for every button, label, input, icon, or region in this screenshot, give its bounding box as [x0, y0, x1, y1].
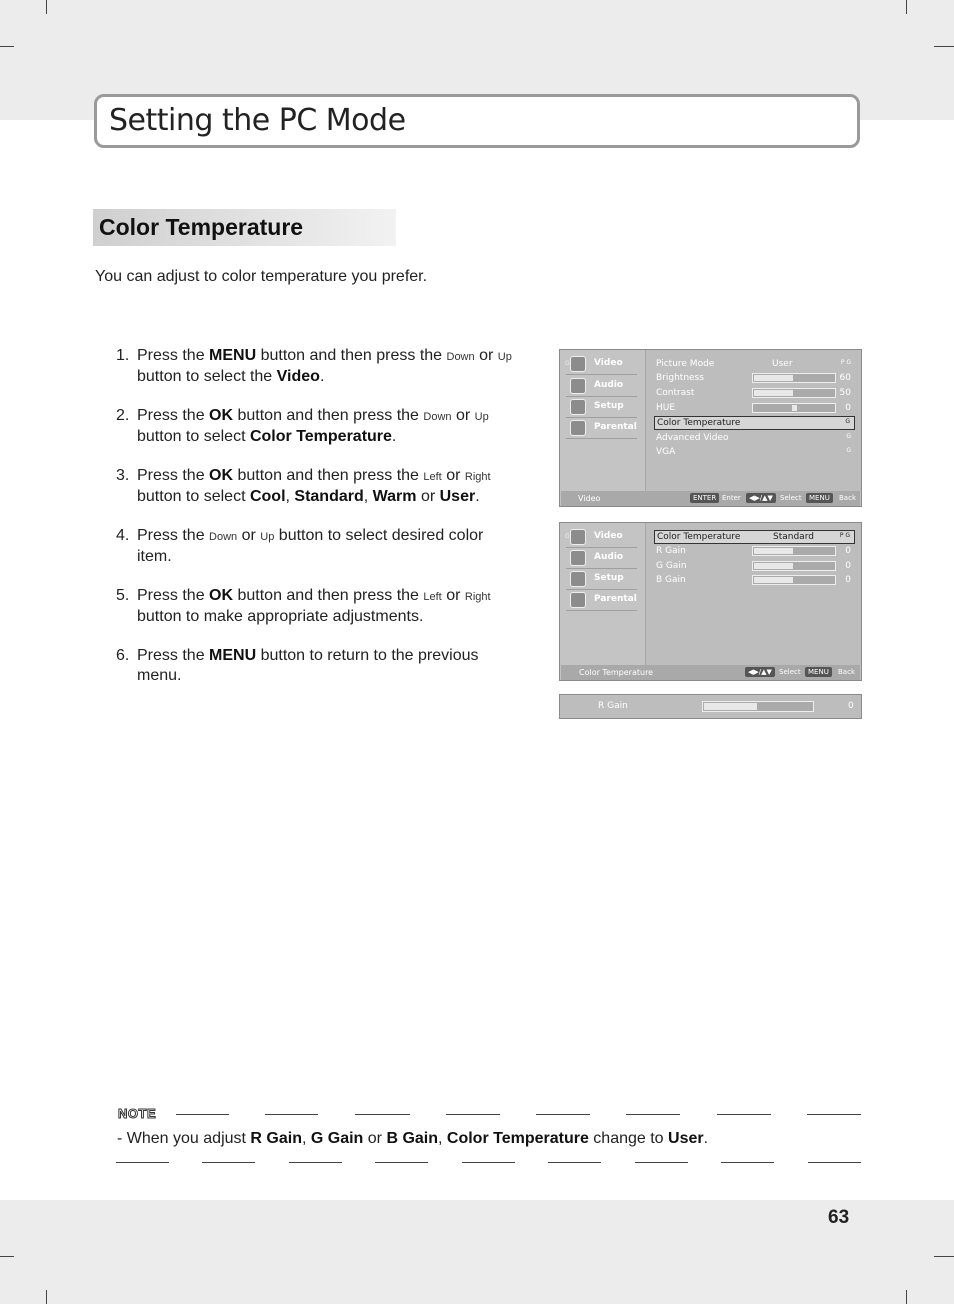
step-6: 6. Press the MENU button to return to the previous menu.	[116, 647, 479, 684]
note-rule	[717, 1114, 771, 1115]
osd-footer: Color Temperature ◀▶/▲▼ Select MENU Back	[561, 665, 860, 680]
osd-color-temperature-menu	[559, 522, 862, 681]
step-2: 2. Press the OK button and then press the Down or Up button to select Color Temperature.	[116, 407, 489, 445]
setup-icon	[570, 571, 586, 587]
section-heading-box	[93, 209, 396, 246]
setting-r-gain[interactable]: R Gain 0	[656, 546, 851, 556]
up-key-label: Up	[497, 351, 512, 363]
b-gain-slider[interactable]	[752, 575, 836, 585]
setting-b-gain[interactable]: B Gain 0	[656, 575, 851, 585]
down-key-label: Down	[209, 531, 238, 543]
r-gain-slider[interactable]	[702, 701, 814, 712]
note-text: - When you adjust R Gain, G Gain or B Gain, Color Temperature change to User.	[117, 1130, 709, 1147]
menu-item-audio[interactable]: Audio	[566, 377, 637, 397]
setting-g-gain[interactable]: G Gain 0	[656, 561, 851, 571]
parental-icon	[570, 592, 586, 608]
down-key-label: Down	[423, 411, 452, 423]
menu-item-setup[interactable]: Setup	[566, 398, 637, 418]
setting-brightness[interactable]: Brightness 60	[656, 373, 851, 383]
setting-contrast[interactable]: Contrast 50	[656, 388, 851, 398]
arrow-keys-icon: ◀▶/▲▼	[745, 667, 775, 677]
crop-mark	[0, 1256, 14, 1257]
note-rule	[375, 1162, 428, 1163]
setting-advanced-video[interactable]: Advanced Video G	[656, 433, 851, 443]
menu-key: MENU	[805, 667, 832, 677]
menu-key: MENU	[806, 493, 833, 503]
note-rule	[808, 1162, 861, 1163]
setting-picture-mode[interactable]: Picture Mode User P G	[656, 359, 851, 369]
menu-item-video[interactable]: Video	[566, 355, 637, 375]
contrast-slider[interactable]	[752, 388, 836, 398]
hue-slider[interactable]	[752, 403, 836, 413]
left-key-label: Left	[423, 591, 442, 603]
video-icon	[570, 529, 586, 545]
crop-mark	[934, 1256, 954, 1257]
bottom-band	[0, 1200, 954, 1304]
osd-side-menu: G Video Audio Setup Parental	[560, 350, 646, 491]
note-rule	[176, 1114, 229, 1115]
video-icon	[570, 356, 586, 372]
enter-key: ENTER	[690, 493, 719, 503]
r-gain-slider[interactable]	[752, 546, 836, 556]
steps-list	[116, 346, 516, 705]
note-rule	[116, 1162, 169, 1163]
up-key-label: Up	[260, 531, 275, 543]
crop-mark	[46, 1290, 47, 1304]
page-title-box	[94, 94, 860, 148]
down-key-label: Down	[446, 351, 475, 363]
parental-icon	[570, 420, 586, 436]
page-number: 63	[828, 1207, 850, 1228]
page-title: Setting the PC Mode	[109, 103, 406, 138]
step-3: 3. Press the OK button and then press the Left or Right button to select Cool, Standard, Warm or User.	[116, 467, 491, 505]
menu-item-parental[interactable]: Parental	[566, 419, 637, 439]
menu-item-setup[interactable]: Setup	[566, 570, 637, 590]
step-1: 1. Press the MENU button and then press the Down or Up button to select the Video.	[116, 347, 512, 385]
menu-item-video[interactable]: Video	[566, 528, 637, 548]
right-key-label: Right	[464, 591, 491, 603]
note-label: NOTE	[118, 1106, 157, 1121]
osd-r-gain-adjust	[559, 694, 862, 719]
crop-mark	[46, 0, 47, 14]
r-gain-value: 0	[848, 701, 854, 711]
crop-mark	[906, 1290, 907, 1304]
note-rule	[721, 1162, 774, 1163]
osd-settings-panel	[646, 523, 861, 665]
setting-hue[interactable]: HUE 0	[656, 403, 851, 413]
brightness-slider[interactable]	[752, 373, 836, 383]
osd-video-menu	[559, 349, 862, 507]
setting-color-temperature[interactable]: Color Temperature G	[654, 416, 855, 430]
note-rule	[265, 1114, 318, 1115]
note-rule	[807, 1114, 861, 1115]
osd-footer: Video ENTER Enter ◀▶/▲▼ Select MENU Back	[561, 491, 860, 506]
menu-item-parental[interactable]: Parental	[566, 591, 637, 611]
menu-item-audio[interactable]: Audio	[566, 549, 637, 569]
crop-mark	[906, 0, 907, 14]
note-rule	[626, 1114, 680, 1115]
note-rule	[462, 1162, 515, 1163]
intro-text: You can adjust to color temperature you prefer.	[95, 268, 428, 285]
crop-mark	[0, 46, 14, 47]
note-rule	[536, 1114, 590, 1115]
setting-vga[interactable]: VGA G	[656, 447, 851, 457]
g-gain-slider[interactable]	[752, 561, 836, 571]
note-rule	[548, 1162, 601, 1163]
r-gain-label: R Gain	[598, 701, 628, 711]
note-rule	[202, 1162, 255, 1163]
setting-color-temperature[interactable]: Color Temperature Standard P G	[654, 530, 855, 544]
step-4: 4. Press the Down or Up button to select desired color item.	[116, 527, 484, 565]
step-5: 5. Press the OK button and then press the Left or Right button to make appropriate adjustments.	[116, 587, 491, 625]
right-key-label: Right	[464, 471, 491, 483]
section-heading: Color Temperature	[99, 214, 304, 240]
audio-icon	[570, 550, 586, 566]
crop-mark	[934, 46, 954, 47]
up-key-label: Up	[474, 411, 489, 423]
note-rule	[635, 1162, 688, 1163]
note-rule	[355, 1114, 410, 1115]
audio-icon	[570, 378, 586, 394]
osd-settings-panel	[646, 350, 861, 491]
arrow-keys-icon: ◀▶/▲▼	[746, 493, 776, 503]
note-rule	[446, 1114, 500, 1115]
left-key-label: Left	[423, 471, 442, 483]
setup-icon	[570, 399, 586, 415]
osd-side-menu: G Video Audio Setup Parental	[560, 523, 646, 665]
note-rule	[289, 1162, 342, 1163]
